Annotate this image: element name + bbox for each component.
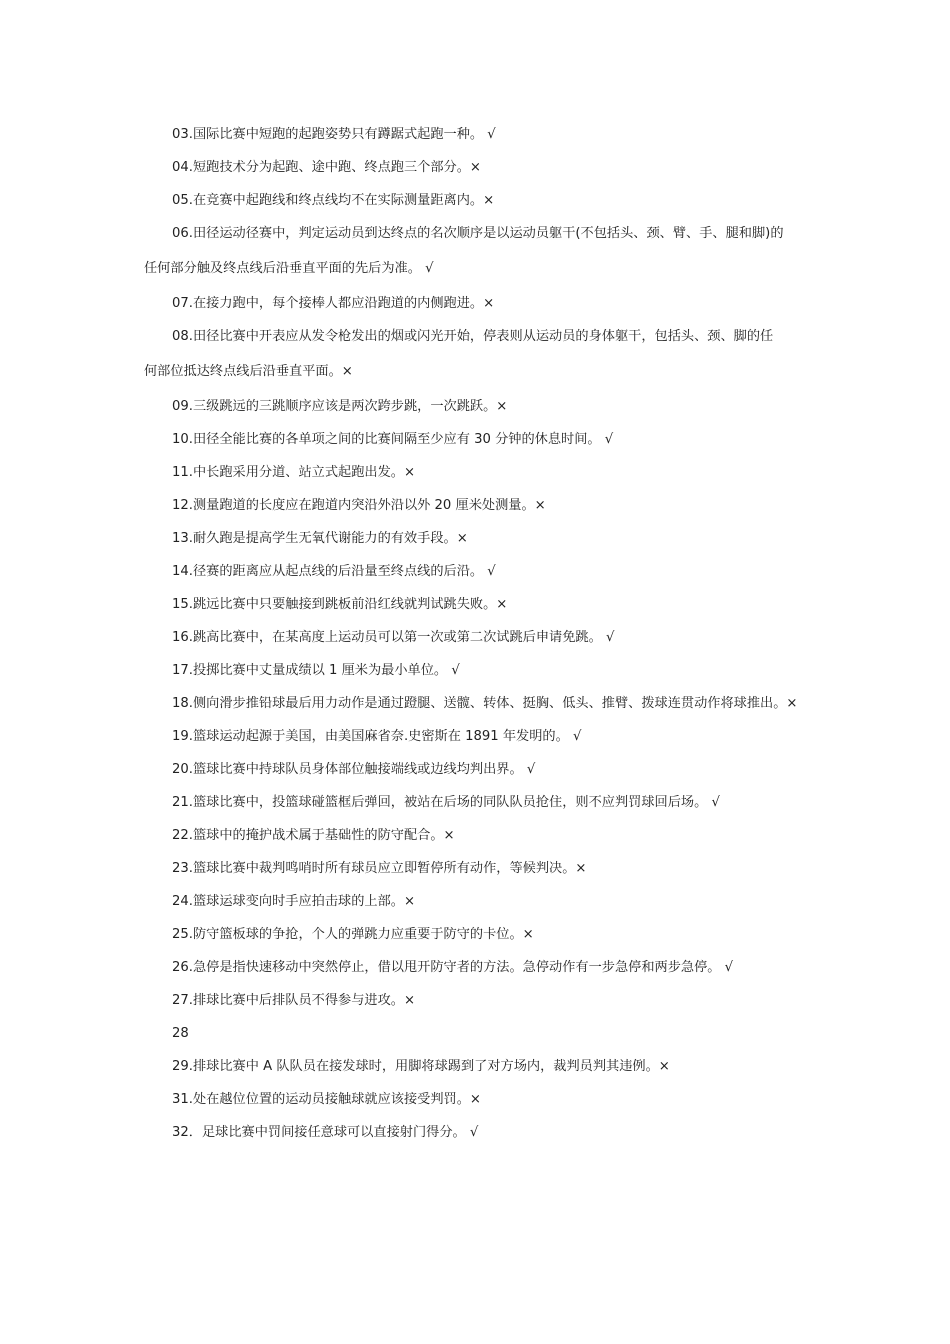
item-text: .篮球中的掩护战术属于基础性的防守配合。× (188, 828, 455, 843)
item-number: 28 (172, 1026, 189, 1041)
item-number: 10 (172, 432, 189, 447)
item-number: 29 (172, 1059, 189, 1074)
item-text: .篮球运动起源于美国，由美国麻省奈.史密斯在 1891 年发明的。 √ (188, 729, 582, 744)
item-number: 11 (172, 465, 189, 480)
list-item (144, 819, 812, 852)
item-number: 26 (172, 960, 189, 975)
item-number: 27 (172, 993, 189, 1008)
item-number: 21 (172, 795, 189, 810)
item-text: .测量跑道的长度应在跑道内突沿外沿以外 20 厘米处测量。× (188, 498, 546, 513)
item-number: 25 (172, 927, 189, 942)
item-text: .排球比赛中后排队员不得参与进攻。× (188, 993, 416, 1008)
item-number: 32 (172, 1125, 189, 1140)
item-number: 14 (172, 564, 189, 579)
item-text: .排球比赛中 A 队队员在接发球时，用脚将球踢到了对方场内，裁判员判其违例。× (188, 1059, 670, 1074)
item-number: 03 (172, 127, 189, 142)
list-item (144, 654, 812, 687)
list-item (144, 984, 812, 1017)
item-text-line-1: 06.田径运动径赛中，判定运动员到达终点的名次顺序是以运动员躯干(不包括头、颈、臂、手、腿和脚)的 (172, 226, 784, 241)
list-item (144, 852, 812, 885)
item-number: 24 (172, 894, 189, 909)
list-item (144, 287, 812, 320)
item-text: .跳高比赛中，在某高度上运动员可以第一次或第二次试跳后申请免跳。 √ (188, 630, 615, 645)
item-text: .国际比赛中短跑的起跑姿势只有蹲踞式起跑一种。 √ (188, 127, 496, 142)
item-text: .急停是指快速移动中突然停止，借以甩开防守者的方法。急停动作有一步急停和两步急停。 √ (188, 960, 734, 975)
list-item (144, 423, 812, 456)
item-number: 16 (172, 630, 189, 645)
list-item (144, 184, 812, 217)
list-item (144, 918, 812, 951)
list-item (144, 118, 812, 151)
item-text-line-2: 何部位抵达终点线后沿垂直平面。× (144, 364, 353, 379)
list-item (144, 1083, 812, 1116)
list-item (144, 456, 812, 489)
item-number: 15 (172, 597, 189, 612)
item-text: .防守篮板球的争抢，个人的弹跳力应重要于防守的卡位。× (188, 927, 534, 942)
item-text-line-1: 08.田径比赛中开表应从发令枪发出的烟或闪光开始，停表则从运动员的身体躯干，包括头、颈、脚的任 (172, 329, 774, 344)
item-number: 20 (172, 762, 189, 777)
item-number: 05 (172, 193, 189, 208)
list-item (144, 217, 812, 287)
item-text: .篮球运球变向时手应拍击球的上部。× (188, 894, 416, 909)
item-number: 22 (172, 828, 189, 843)
item-text: .跳远比赛中只要触接到跳板前沿红线就判试跳失败。× (188, 597, 508, 612)
list-item (144, 320, 812, 390)
item-text: .田径全能比赛的各单项之间的比赛间隔至少应有 30 分钟的休息时间。 √ (188, 432, 614, 447)
item-text: .处在越位位置的运动员接触球就应该接受判罚。× (188, 1092, 481, 1107)
list-item (144, 1116, 812, 1149)
list-item (144, 588, 812, 621)
item-number: 07 (172, 296, 189, 311)
list-item (144, 687, 812, 720)
list-item (144, 885, 812, 918)
item-text: .篮球比赛中裁判鸣哨时所有球员应立即暂停所有动作，等候判决。× (188, 861, 587, 876)
list-item (144, 720, 812, 753)
item-number: 04 (172, 160, 189, 175)
list-item (144, 621, 812, 654)
item-text: .耐久跑是提高学生无氧代谢能力的有效手段。× (188, 531, 468, 546)
item-text: .中长跑采用分道、站立式起跑出发。× (188, 465, 416, 480)
item-number: 12 (172, 498, 189, 513)
list-item (144, 1017, 812, 1050)
item-text: ．足球比赛中罚间接任意球可以直接射门得分。 √ (188, 1125, 479, 1140)
item-text: .篮球比赛中持球队员身体部位触接端线或边线均判出界。 √ (188, 762, 536, 777)
list-item (144, 390, 812, 423)
item-text: .篮球比赛中，投篮球碰篮框后弹回，被站在后场的同队队员抢住，则不应判罚球回后场。 √ (188, 795, 720, 810)
item-number: 09 (172, 399, 189, 414)
item-text: .在接力跑中，每个接棒人都应沿跑道的内侧跑进。× (188, 296, 495, 311)
item-text-line-2: 任何部分触及终点线后沿垂直平面的先后为准。 √ (144, 261, 434, 276)
item-text: .投掷比赛中丈量成绩以 1 厘米为最小单位。 √ (188, 663, 460, 678)
question-list (144, 118, 812, 1149)
list-item (144, 951, 812, 984)
item-number: 31 (172, 1092, 189, 1107)
list-item (144, 522, 812, 555)
list-item (144, 753, 812, 786)
item-number: 23 (172, 861, 189, 876)
item-text: .在竞赛中起跑线和终点线均不在实际测量距离内。× (188, 193, 495, 208)
list-item (144, 555, 812, 588)
list-item (144, 489, 812, 522)
item-number: 18 (172, 696, 189, 711)
item-number: 13 (172, 531, 189, 546)
item-text: .三级跳远的三跳顺序应该是两次跨步跳，一次跳跃。× (188, 399, 508, 414)
item-text: .侧向滑步推铅球最后用力动作是通过蹬腿、送髋、转体、挺胸、低头、推臂、拨球连贯动作将球推出。× (188, 696, 798, 711)
list-item (144, 1050, 812, 1083)
item-number: 17 (172, 663, 189, 678)
list-item (144, 151, 812, 184)
item-text: .短跑技术分为起跑、途中跑、终点跑三个部分。× (188, 160, 481, 175)
item-number: 19 (172, 729, 189, 744)
item-text: .径赛的距离应从起点线的后沿量至终点线的后沿。 √ (188, 564, 496, 579)
list-item (144, 786, 812, 819)
